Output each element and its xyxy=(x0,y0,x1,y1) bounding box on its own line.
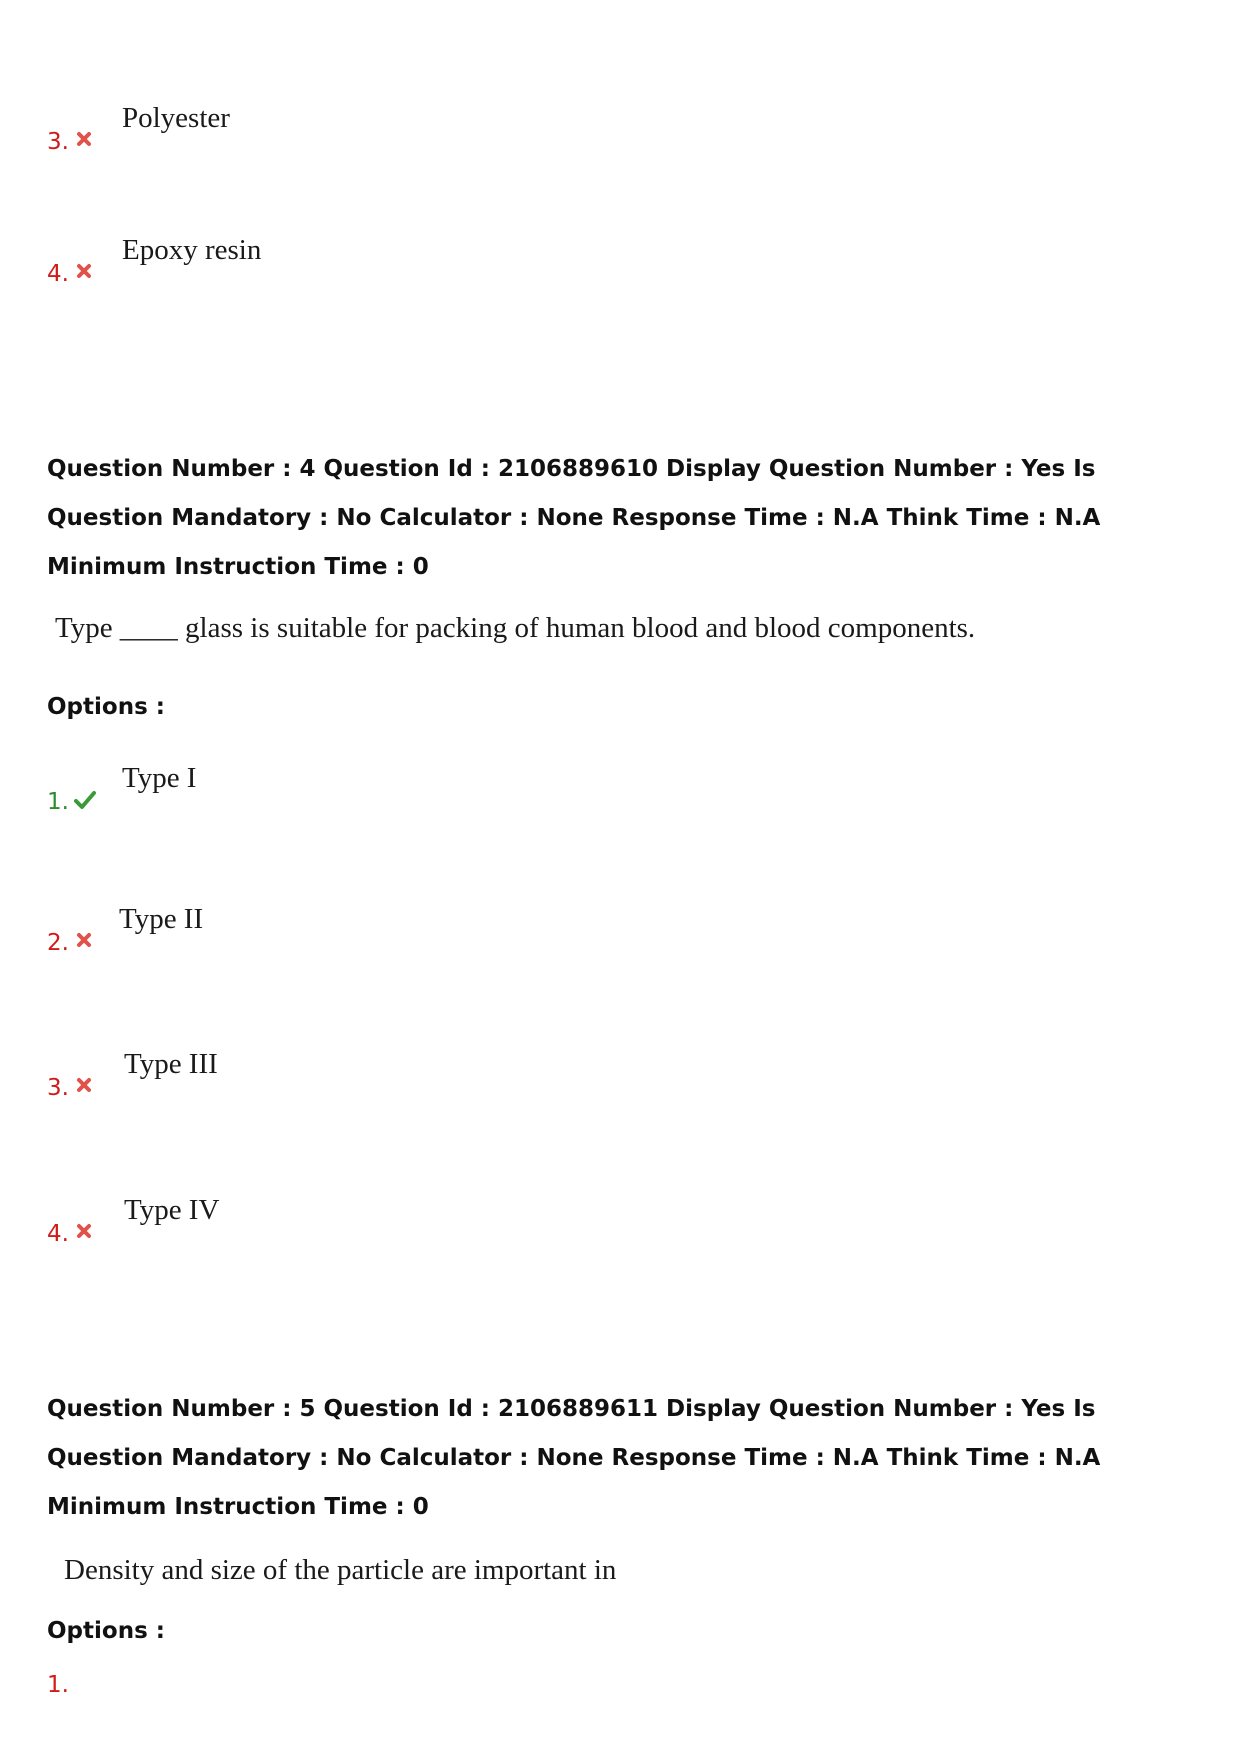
question-4-text: Type ____ glass is suitable for packing of human blood and blood components. xyxy=(55,612,976,644)
option-row xyxy=(47,1194,1147,1254)
option-text: Type II xyxy=(119,903,204,935)
option-row xyxy=(47,762,1147,822)
option-text: Type III xyxy=(124,1048,218,1080)
wrong-cross-icon xyxy=(75,1076,93,1094)
wrong-cross-icon xyxy=(75,130,93,148)
option-row xyxy=(47,1672,1147,1732)
option-row xyxy=(47,102,1147,162)
wrong-cross-icon xyxy=(75,931,93,949)
option-number: 2. xyxy=(47,930,69,956)
question-5-header: Question Number : 5 Question Id : 2106889611 Display Question Number : Yes Is Question Mandatory : No Calculator : None Response Time : N.A Think Time : N.A Minimum Instruction Time : 0 xyxy=(47,1396,1101,1520)
options-label: Options : xyxy=(47,1618,165,1644)
options-label: Options : xyxy=(47,694,165,720)
correct-check-icon xyxy=(74,790,96,810)
question-4-header: Question Number : 4 Question Id : 2106889610 Display Question Number : Yes Is Question Mandatory : No Calculator : None Response Time : N.A Think Time : N.A Minimum Instruction Time : 0 xyxy=(47,456,1101,580)
option-number: 1. xyxy=(47,1672,69,1698)
wrong-cross-icon xyxy=(75,1222,93,1240)
question-5-text: Density and size of the particle are important in xyxy=(64,1554,617,1586)
option-number: 3. xyxy=(47,1075,69,1101)
option-text: Type I xyxy=(122,762,197,794)
option-row xyxy=(47,903,1147,963)
option-text: Type IV xyxy=(124,1194,220,1226)
option-text: Polyester xyxy=(122,102,230,134)
option-row xyxy=(47,234,1147,294)
option-number: 4. xyxy=(47,1221,69,1247)
option-row xyxy=(47,1048,1147,1108)
option-number: 1. xyxy=(47,789,69,815)
option-text: Epoxy resin xyxy=(122,234,262,266)
option-number: 3. xyxy=(47,129,69,155)
option-number: 4. xyxy=(47,261,69,287)
wrong-cross-icon xyxy=(75,262,93,280)
